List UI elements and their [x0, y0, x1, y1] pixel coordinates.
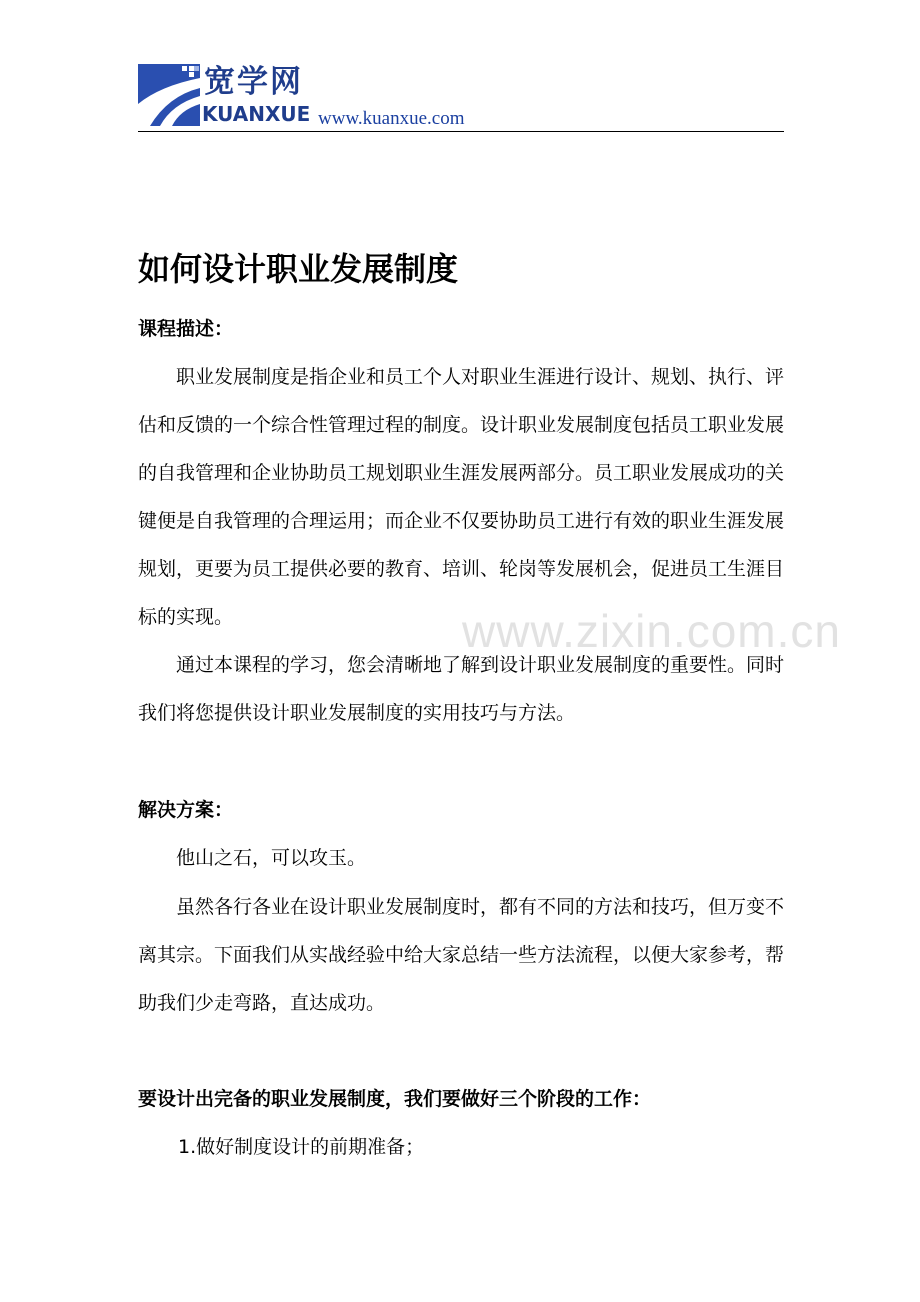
page-header [138, 64, 784, 134]
paragraph: 他山之石，可以攻玉。 [176, 847, 367, 869]
paragraph: 通过本课程的学习，您会清晰地了解到设计职业发展制度的重要性。同时我们将您提供设计职业发展制度的实用技巧与方法。 [138, 654, 785, 724]
section-heading-solution: 解决方案： [138, 799, 234, 821]
document-title: 如何设计职业发展制度 [138, 250, 459, 288]
site-url-link[interactable]: www.kuanxue.com [318, 108, 465, 129]
watermark-text: www.zixin.com.cn [462, 605, 841, 657]
logo-english-name: KUANXUE [202, 102, 311, 126]
logo-chinese-name: 宽学网 [204, 64, 303, 100]
header-divider [138, 131, 784, 132]
paragraph: 职业发展制度是指企业和员工个人对职业生涯进行设计、规划、执行、评估和反馈的一个综合性管理过程的制度。设计职业发展制度包括员工职业发展的自我管理和企业协助员工规划职业生涯发展两部分。员工职业发展成功的关键便是自我管理的合理运用；而企业不仅要协助员工进行有效的职业生涯发展规划，更要为员工提供必要的教育、培训、轮岗等发展机会，促进员工生涯目标的实现。 [138, 366, 785, 628]
section-heading-course-description: 课程描述： [138, 318, 234, 340]
list-item: 1.做好制度设计的前期准备； [178, 1136, 425, 1158]
paragraph: 虽然各行各业在设计职业发展制度时，都有不同的方法和技巧，但万变不离其宗。下面我们从实战经验中给大家总结一些方法流程，以便大家参考，帮助我们少走弯路，直达成功。 [138, 896, 785, 1014]
section-heading-three-stages: 要设计出完备的职业发展制度，我们要做好三个阶段的工作： [138, 1088, 652, 1110]
kuanxue-logo-icon [138, 64, 200, 126]
